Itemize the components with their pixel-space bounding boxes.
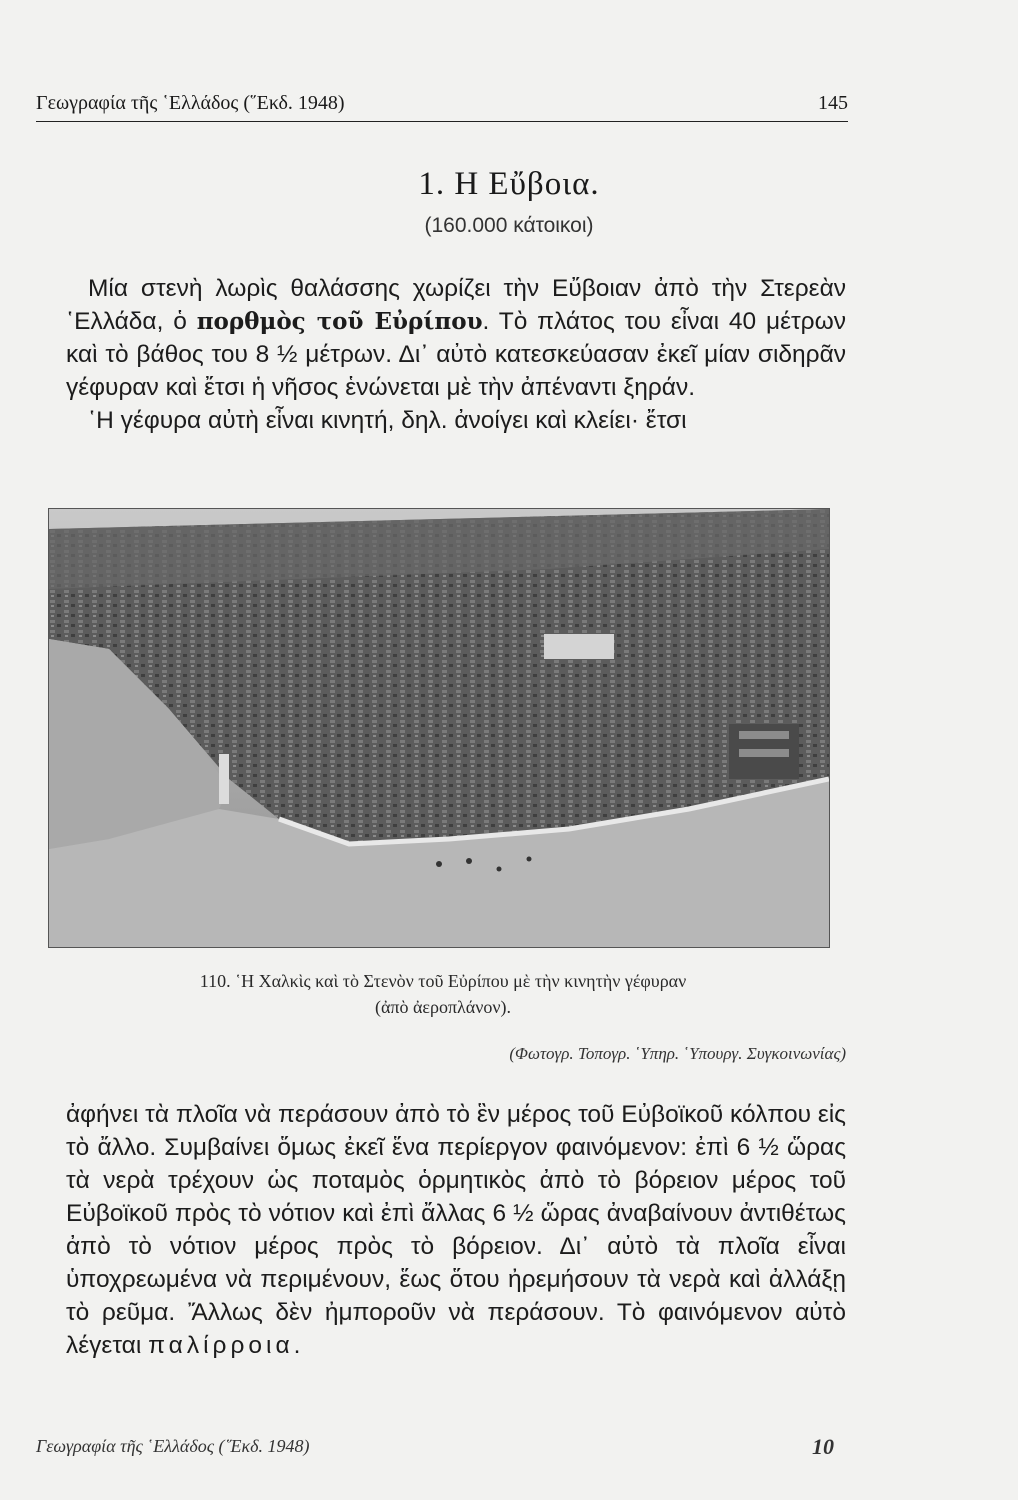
- continuation-end: .: [293, 1332, 301, 1359]
- intro-text-after: . Τὸ πλάτος του εἶναι 40 μέτρων καὶ τὸ βάθος του 8 ½ μέτρων. Δι᾿ αὐτὸ κατεσκεύασαν ἐκεῖ μίαν σιδηρᾶν γέφυραν καὶ ἔτσι ἡ νῆσος ἑνώνεται μὲ τὴν ἀπέναντι ξηράν.: [66, 308, 846, 401]
- section-title: 1. Η Εὔβοια.: [418, 166, 600, 202]
- running-header: [36, 92, 848, 122]
- figure-caption: [48, 968, 838, 1020]
- term-tide: παλίρροια: [148, 1332, 294, 1359]
- footer-signature: 10: [812, 1434, 834, 1459]
- intro-paragraph-1: [66, 272, 846, 404]
- intro-paragraph-2: ῾Η γέφυρα αὐτὴ εἶναι κινητή, δηλ. ἀνοίγει καὶ κλείει· ἔτσι: [88, 407, 687, 434]
- caption-line-2: (ἀπὸ ἀεροπλάνον).: [374, 997, 511, 1017]
- header-page-number: 145: [818, 92, 848, 114]
- continuation-body: ἀφήνει τὰ πλοῖα νὰ περάσουν ἀπὸ τὸ ἓν μέρος τοῦ Εὐβοϊκοῦ κόλπου εἰς τὸ ἄλλο. Συμβαίνει ὅμως ἐκεῖ ἕνα περίεργον φαινόμενον: ἐπὶ 6 ½ ὥρας τὰ νερὰ τρέχουν ὡς ποταμὸς ὁρμητικὸς ἀπὸ τὸ βόρειον μέρος τοῦ Εὐβοϊκοῦ πρὸς τὸ νότιον καὶ ἐπὶ ἄλλας 6 ½ ὥρας ἀναβαίνουν ἀντιθέτως ἀπὸ τὸ νότιον μέρος πρὸς τὸ βόρειον. Δι᾿ αὐτὸ τὰ πλοῖα εἶναι ὑποχρεωμένα νὰ περιμένουν, ἕως ὅτου ἠρεμήσουν τὰ νερὰ καὶ ἀλλάξῃ τὸ ρεῦμα. Ἄλλως δὲν ἠμποροῦν νὰ περάσουν. Τὸ φαινόμενον αὐτὸ λέγεται: [66, 1101, 846, 1359]
- footer-book-title: Γεωγραφία τῆς ῾Ελλάδος (῞Εκδ. 1948): [36, 1436, 310, 1456]
- aerial-photo-chalkis: [48, 508, 830, 948]
- population-note: (160.000 κάτοικοι): [424, 214, 594, 237]
- running-footer: [36, 1436, 834, 1457]
- continuation-text: [66, 1098, 846, 1362]
- continuation-paragraph: [66, 1098, 846, 1362]
- header-book-title: Γεωγραφία τῆς ῾Ελλάδος (῞Εκδ. 1948): [36, 92, 345, 114]
- intro-text-before: Μία στενὴ λωρὶς θαλάσσης χωρίζει τὴν Εὔβοιαν ἀπὸ τὴν Στερεὰν ῾Ελλάδα, ὁ: [66, 275, 846, 335]
- photo-credit: (Φωτογρ. Τοπογρ. ῾Υπηρ. ῾Υπουργ. Συγκοινωνίας): [509, 1044, 846, 1063]
- intro-text: [66, 272, 846, 437]
- caption-line-1: 110. ῾Η Χαλκὶς καὶ τὸ Στενὸν τοῦ Εὐρίπου μὲ τὴν κινητὴν γέφυραν: [199, 971, 687, 991]
- strait-name: πορθμὸς τοῦ Εὐρίπου: [196, 308, 483, 335]
